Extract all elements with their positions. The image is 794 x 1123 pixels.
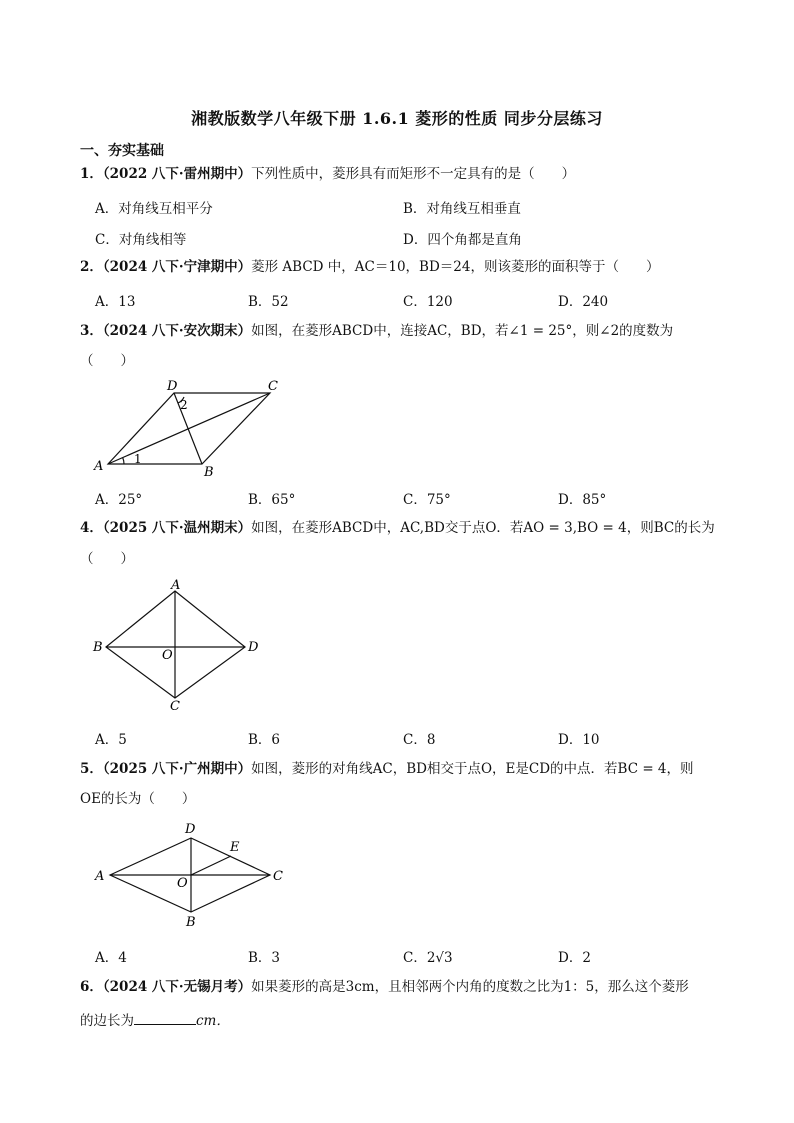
question-number: 4． <box>80 520 103 536</box>
option-c: C．120 <box>403 294 453 310</box>
question-number: 6． <box>80 979 103 995</box>
question-source: （2025 八下·广州期中） <box>102 761 252 777</box>
option-d: D．10 <box>558 732 600 748</box>
option-c: C．75° <box>403 492 451 508</box>
label-c: C <box>170 699 180 714</box>
label-angle-2: 2 <box>180 398 188 412</box>
label-b: B <box>204 465 214 480</box>
section-heading: 一、夯实基础 <box>80 143 164 159</box>
label-b: B <box>186 915 196 930</box>
option-c: C．对角线相等 <box>95 232 187 248</box>
question-4 <box>80 518 715 538</box>
label-b: B <box>93 640 103 655</box>
option-a: A．13 <box>95 294 136 310</box>
option-a: A．4 <box>95 950 127 966</box>
label-c: C <box>273 869 283 884</box>
label-a: A <box>95 869 105 884</box>
question-number: 5． <box>80 761 103 777</box>
rhombus-figure-q4 <box>88 578 268 716</box>
option-d: D．240 <box>558 294 609 310</box>
question-text: 菱形 ABCD 中，AC＝10，BD＝24，则该菱形的面积等于（ ） <box>251 259 660 275</box>
answer-paren: （ ） <box>80 353 134 369</box>
question-number: 3． <box>80 323 103 339</box>
question-number: 1． <box>80 166 103 182</box>
question-text: 下列性质中，菱形具有而矩形不一定具有的是（ ） <box>251 166 576 182</box>
label-e: E <box>230 840 240 855</box>
segment-oe <box>191 856 231 875</box>
question-text: 如图，在菱形ABCD中，连接AC，BD，若∠1 = 25°，则∠2的度数为 <box>251 323 674 339</box>
label-o: O <box>162 648 173 663</box>
label-a: A <box>171 578 181 593</box>
answer-blank[interactable] <box>134 1010 196 1025</box>
question-source: （2024 八下·宁津期中） <box>102 259 252 275</box>
answer-paren: （ ） <box>80 551 134 567</box>
option-b: B．3 <box>248 950 281 966</box>
option-d: D．2 <box>558 950 591 966</box>
option-c: C．8 <box>403 732 436 748</box>
rhombus-figure-q3 <box>88 375 298 480</box>
label-o: O <box>177 876 188 891</box>
question-6 <box>80 977 689 997</box>
label-angle-1: 1 <box>134 452 142 466</box>
option-c: C．2√3 <box>403 950 453 966</box>
option-d: D．85° <box>558 492 607 508</box>
document-title: 湘教版数学八年级下册 1.6.1 菱形的性质 同步分层练习 <box>191 109 603 128</box>
question-5 <box>80 759 694 779</box>
question-text: 如图，在菱形ABCD中，AC,BD交于点O．若AO = 3,BO = 4，则BC的长为 <box>251 520 715 536</box>
option-a: A．5 <box>95 732 127 748</box>
angle-1-arc <box>123 458 124 464</box>
question-2 <box>80 257 659 277</box>
label-d: D <box>248 640 259 655</box>
option-b: B．6 <box>248 732 281 748</box>
question-text: 如果菱形的高是3cm，且相邻两个内角的度数之比为1：5，那么这个菱形 <box>251 979 689 995</box>
option-d: D．四个角都是直角 <box>403 232 522 248</box>
label-d: D <box>185 822 196 837</box>
question-number: 2． <box>80 259 103 275</box>
question-3 <box>80 321 673 341</box>
question-5-continued: OE的长为（ ） <box>80 791 196 807</box>
label-d: D <box>167 379 178 394</box>
label-a: A <box>94 459 104 474</box>
diagonal-ac <box>108 393 270 464</box>
question-source: （2024 八下·无锡月考） <box>102 979 252 995</box>
label-c: C <box>268 379 278 394</box>
option-b: B．65° <box>248 492 296 508</box>
question-source: （2024 八下·安次期末） <box>102 323 252 339</box>
question-source: （2022 八下·雷州期中） <box>102 166 252 182</box>
question-text: 如图，菱形的对角线AC，BD相交于点O，E是CD的中点．若BC = 4，则 <box>251 761 694 777</box>
option-a: A．对角线互相平分 <box>95 201 213 217</box>
option-a: A．25° <box>95 492 143 508</box>
question-6-continued <box>80 1010 230 1031</box>
option-b: B．52 <box>248 294 289 310</box>
rhombus-figure-q5 <box>88 818 298 933</box>
question-1 <box>80 164 575 184</box>
question-text: 的边长为 <box>80 1013 134 1029</box>
option-b: B．对角线互相垂直 <box>403 201 521 217</box>
question-source: （2025 八下·温州期末） <box>102 520 252 536</box>
unit-text: cm． <box>196 1013 230 1029</box>
diagonal-bd <box>174 393 202 464</box>
